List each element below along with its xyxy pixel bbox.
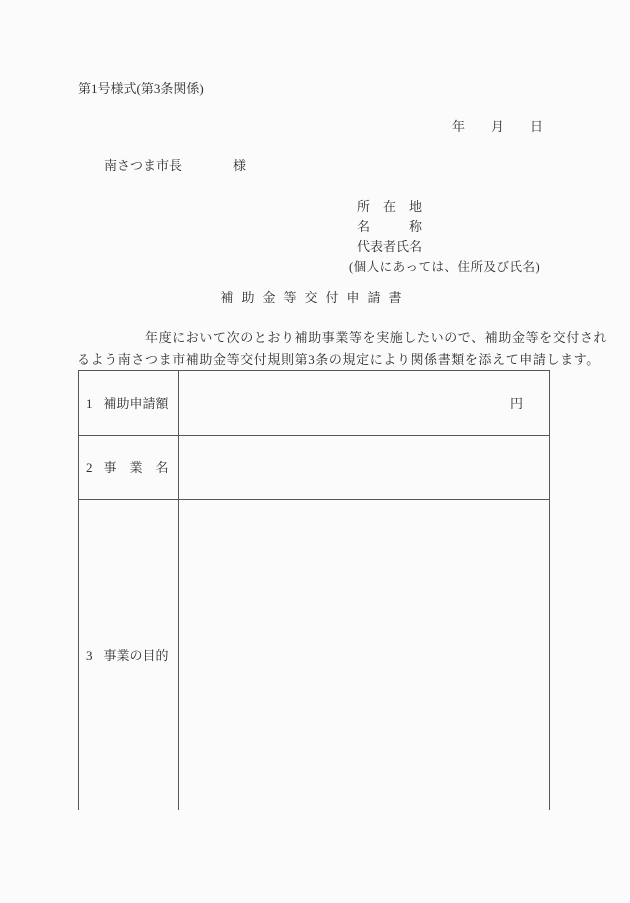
body-text-line2: るよう南さつま市補助金等交付規則第3条の規定により関係書類を添えて申請します。 [77,352,600,367]
applicant-block [349,197,541,277]
addressee-name: 南さつま市長 [104,158,183,173]
addressee-honorific: 様 [233,158,247,173]
row1-value-cell [179,371,549,435]
currency-unit: 円 [509,395,523,411]
table-row-project-purpose [79,500,549,810]
name-label: 名 称 [357,219,423,234]
location-label: 所 在 地 [357,199,423,214]
table-row-subsidy-amount [79,371,549,436]
row3-number: 3 [86,647,93,663]
form-number: 第1号様式(第3条関係) [78,81,204,96]
document-title: 補助金等交付申請書 [220,290,410,305]
row1-number: 1 [86,395,93,411]
representative-label: 代表者氏名 [357,239,423,254]
application-table [78,370,550,810]
row3-value-cell [179,500,549,810]
row2-value-cell [179,436,549,499]
individual-note: (個人にあっては、住所及び氏名) [349,260,541,274]
row2-label-cell [79,436,179,499]
table-row-project-name [79,436,549,500]
row3-label: 事業の目的 [103,647,169,663]
row1-label-cell [79,371,179,435]
date-line: 年 月 日 [452,119,544,134]
addressee-line [104,158,247,173]
body-text-line1: 年度において次のとおり補助事業等を実施したいので、補助金等を交付され [145,330,608,345]
row2-label: 事 業 名 [103,460,169,475]
row3-label-cell [79,500,179,810]
row1-label: 補助申請額 [103,395,169,411]
row2-number: 2 [86,460,93,475]
